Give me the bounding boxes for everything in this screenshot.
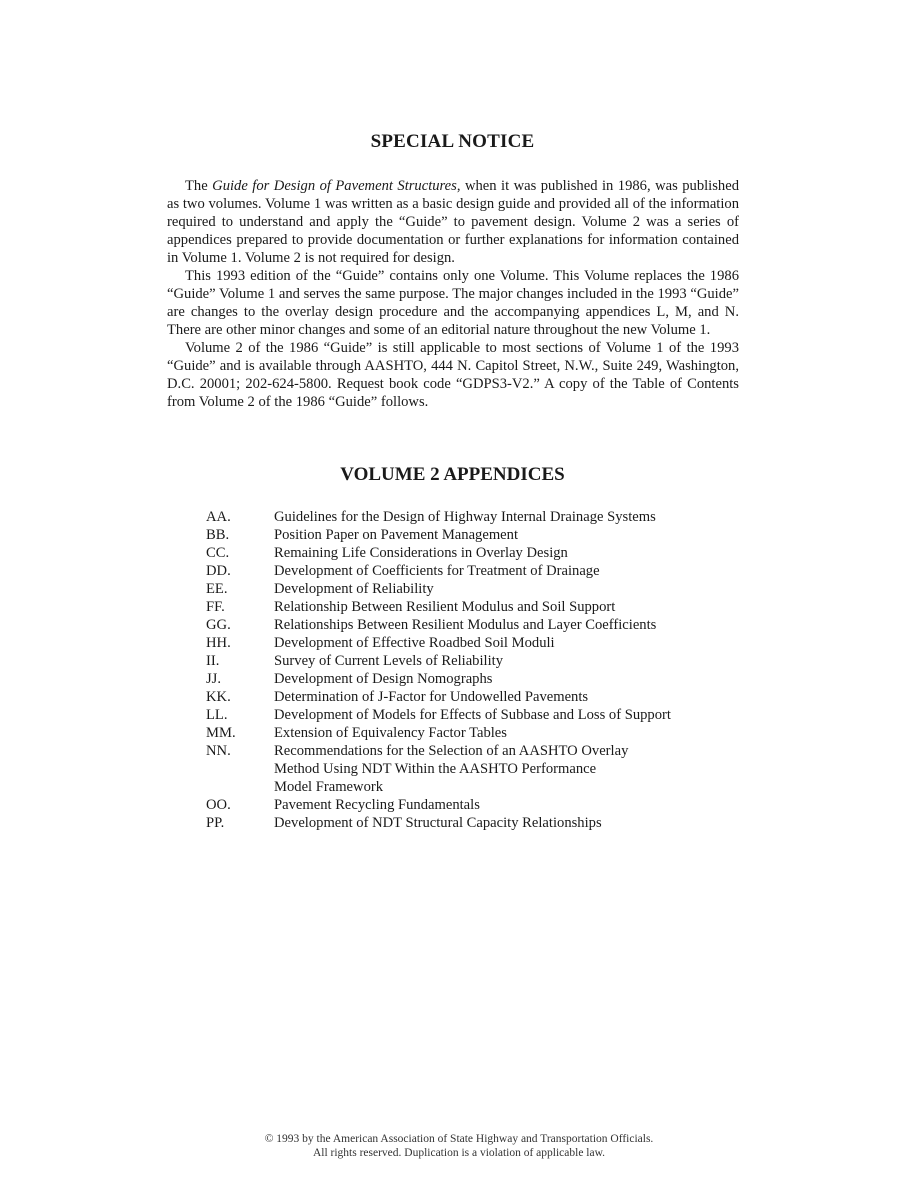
appendix-title-line: Model Framework [274, 779, 384, 795]
appendix-code: KK. [206, 689, 231, 705]
appendix-title-line: Recommendations for the Selection of an AASHTO Overlay [274, 743, 629, 759]
appendix-title-line: Extension of Equivalency Factor Tables [274, 725, 507, 741]
guide-title-italic: Guide for Design of Pavement Structures [212, 178, 457, 194]
appendix-item [206, 598, 726, 616]
appendix-item [206, 742, 726, 796]
appendix-title-line: Determination of J-Factor for Undowelled Pavements [274, 689, 589, 705]
appendix-item [206, 796, 726, 814]
appendix-item [206, 580, 726, 598]
appendix-title [274, 598, 726, 616]
appendix-code: DD. [206, 563, 231, 579]
appendix-item [206, 724, 726, 742]
appendix-title [274, 616, 726, 634]
appendix-item [206, 670, 726, 688]
appendix-title [274, 796, 726, 814]
appendix-title [274, 724, 726, 742]
appendix-code: II. [206, 653, 220, 669]
notice-p1-lead: The [185, 178, 213, 194]
appendix-title [274, 814, 726, 832]
appendix-title [274, 580, 726, 598]
appendix-title [274, 742, 726, 796]
appendix-title-line: Relationships Between Resilient Modulus and Layer Coefficients [274, 617, 657, 633]
appendix-code: EE. [206, 581, 228, 597]
appendix-title [274, 508, 726, 526]
appendix-title [274, 652, 726, 670]
appendix-code: FF. [206, 599, 225, 615]
appendix-title [274, 688, 726, 706]
notice-paragraph-3: Volume 2 of the 1986 “Guide” is still applicable to most sections of Volume 1 of the 1993 “Guide” and is available through AASHTO, 444 N. Capitol Street, N.W., Suite 249, Washington, D.C. 20001; 202-624-5800. Request book code “GDPS3-V2.” A copy of the Table of Contents from Volume 2 of the 1986 “Guide” follows. [167, 340, 739, 410]
appendix-title-line: Development of Coefficients for Treatment of Drainage [274, 563, 600, 579]
appendix-title [274, 562, 726, 580]
appendix-code: HH. [206, 635, 231, 651]
appendix-code: BB. [206, 527, 230, 543]
appendix-code: GG. [206, 617, 231, 633]
appendix-item [206, 688, 726, 706]
appendix-title-line: Position Paper on Pavement Management [274, 527, 518, 543]
appendix-code: NN. [206, 743, 231, 759]
copyright-footer [0, 1132, 918, 1160]
appendix-item [206, 814, 726, 832]
appendix-item [206, 562, 726, 580]
appendix-item [206, 706, 726, 724]
appendix-item [206, 544, 726, 562]
appendix-item [206, 616, 726, 634]
appendix-title [274, 544, 726, 562]
appendix-title [274, 634, 726, 652]
appendices-list [206, 508, 726, 832]
notice-paragraph-1 [167, 177, 739, 267]
copyright-line-1: © 1993 by the American Association of State Highway and Transportation Officials. [264, 1133, 654, 1145]
copyright-line-2: All rights reserved. Duplication is a violation of applicable law. [312, 1147, 606, 1159]
appendix-item [206, 652, 726, 670]
appendices-heading: VOLUME 2 APPENDICES [340, 464, 565, 485]
appendix-item [206, 526, 726, 544]
appendix-code: MM. [206, 725, 236, 741]
appendix-title-line: Remaining Life Considerations in Overlay Design [274, 545, 568, 561]
appendix-title-line: Development of Effective Roadbed Soil Moduli [274, 635, 555, 651]
appendix-title [274, 526, 726, 544]
appendix-code: CC. [206, 545, 230, 561]
appendix-code: PP. [206, 815, 225, 831]
appendix-title-line: Pavement Recycling Fundamentals [274, 797, 480, 813]
appendix-title-line: Development of Reliability [274, 581, 434, 597]
appendix-title-line: Development of Design Nomographs [274, 671, 493, 687]
appendix-title [274, 706, 726, 724]
appendix-code: OO. [206, 797, 231, 813]
appendix-title-line: Development of Models for Effects of Subbase and Loss of Support [274, 707, 671, 723]
appendix-item [206, 634, 726, 652]
notice-paragraph-2: This 1993 edition of the “Guide” contains only one Volume. This Volume replaces the 1986 “Guide” Volume 1 and serves the same purpose. The major changes included in the 1993 “Guide” are changes to the overlay design procedure and the accompanying appendices L, M, and N. There are other minor changes and some of an editorial nature throughout the new Volume 1. [167, 268, 739, 338]
appendix-code: JJ. [206, 671, 222, 687]
notice-p1-rest: , when it was published in 1986, was published as two volumes. Volume 1 was written as a basic design guide and provided all of the information required to understand and apply the “Guide” to pavement design. Volume 2 was a series of appendices prepared to provide documentation or further explanations for information contained in Volume 1. Volume 2 is not required for design. [167, 178, 739, 266]
appendix-code: AA. [206, 509, 231, 525]
appendix-title-line: Development of NDT Structural Capacity Relationships [274, 815, 602, 831]
appendix-title-line: Relationship Between Resilient Modulus and Soil Support [274, 599, 616, 615]
special-notice-heading: SPECIAL NOTICE [370, 131, 535, 152]
appendix-title-line: Method Using NDT Within the AASHTO Performance [274, 761, 597, 777]
appendix-item [206, 508, 726, 526]
appendix-title-line: Survey of Current Levels of Reliability [274, 653, 503, 669]
appendix-title [274, 670, 726, 688]
special-notice-body [167, 177, 739, 411]
appendix-title-line: Guidelines for the Design of Highway Internal Drainage Systems [274, 509, 656, 525]
appendix-code: LL. [206, 707, 228, 723]
